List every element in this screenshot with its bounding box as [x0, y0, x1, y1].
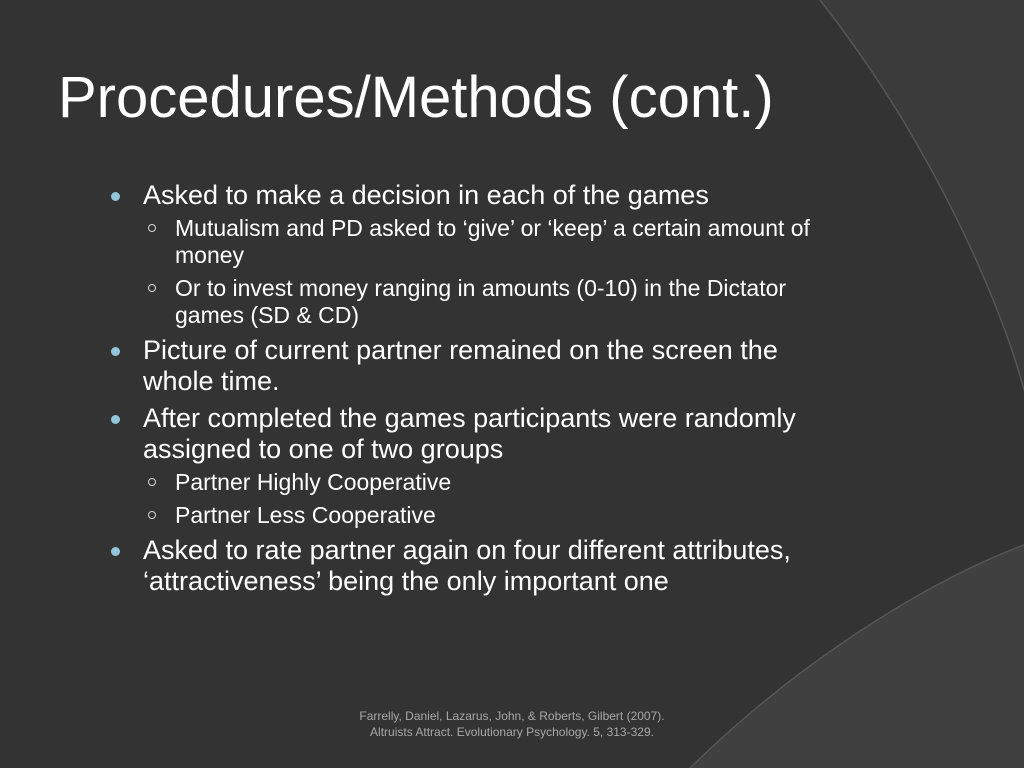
- bullet-content: [110, 180, 850, 603]
- slide-title: Procedures/Methods (cont.): [58, 65, 774, 130]
- sub-bullet-item: [143, 215, 850, 269]
- citation-footer: Farrelly, Daniel, Lazarus, John, & Roberts, Gilbert (2007). Altruists Attract. Evolutionary Psychology. 5, 313-329.: [359, 709, 665, 739]
- bullet-list: [110, 180, 850, 597]
- bullet-text: After completed the games participants were randomly assigned to one of two groups: [143, 403, 796, 464]
- sub-bullet-item: [143, 502, 850, 529]
- hollow-circle-bullet-icon: [148, 478, 156, 486]
- bullet-item: [110, 180, 850, 329]
- bullet-dot-icon: [111, 347, 120, 356]
- sub-bullet-list: [143, 215, 850, 329]
- bullet-text: Asked to make a decision in each of the games: [143, 180, 709, 210]
- hollow-circle-bullet-icon: [148, 224, 156, 232]
- bullet-text: Asked to rate partner again on four different attributes, ‘attractiveness’ being the only important one: [143, 535, 791, 596]
- bullet-item: [110, 335, 850, 397]
- hollow-circle-bullet-icon: [148, 511, 156, 519]
- sub-bullet-text: Or to invest money ranging in amounts (0-10) in the Dictator games (SD & CD): [175, 275, 787, 328]
- bullet-text: Picture of current partner remained on the screen the whole time.: [143, 335, 778, 396]
- bullet-item: [110, 535, 850, 597]
- bullet-dot-icon: [111, 415, 120, 424]
- sub-bullet-item: [143, 275, 850, 329]
- bullet-dot-icon: [111, 547, 120, 556]
- sub-bullet-text: Partner Less Cooperative: [175, 502, 436, 528]
- sub-bullet-list: [143, 469, 850, 529]
- sub-bullet-text: Partner Highly Cooperative: [175, 469, 452, 495]
- bullet-item: [110, 403, 850, 529]
- bullet-dot-icon: [111, 192, 120, 201]
- sub-bullet-text: Mutualism and PD asked to ‘give’ or ‘keep’ a certain amount of money: [175, 215, 810, 268]
- hollow-circle-bullet-icon: [148, 284, 156, 292]
- sub-bullet-item: [143, 469, 850, 496]
